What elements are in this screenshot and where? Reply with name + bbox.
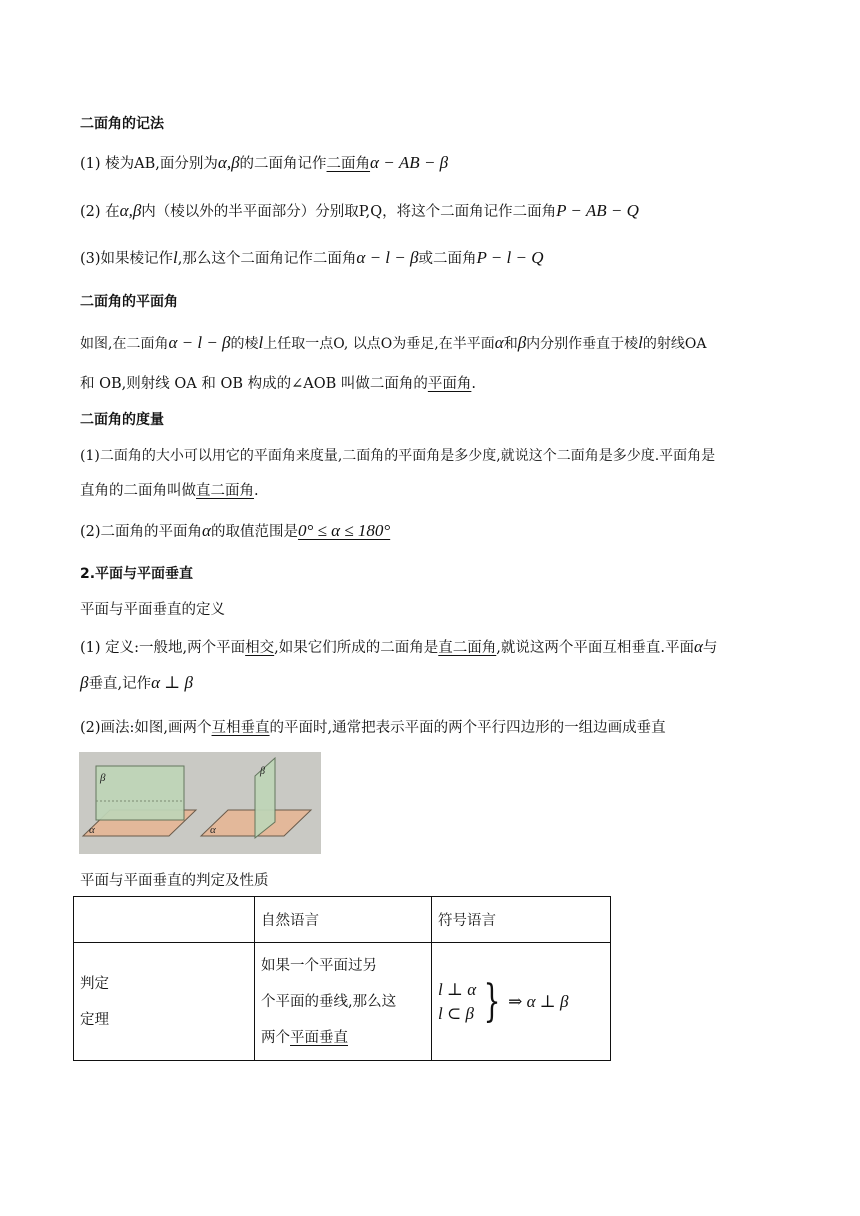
- underlined-term: 二面角: [326, 156, 371, 172]
- heading-perpendicular: 2.平面与平面垂直: [80, 566, 194, 582]
- symbol-top: l ⊥ α: [438, 979, 477, 999]
- text: 直角的二面角叫做: [80, 483, 196, 499]
- label-beta-left: β: [100, 772, 106, 784]
- angle-range: 0° ≤ α ≤ 180°: [297, 521, 391, 540]
- text: 的平面时,通常把表示平面的两个平行四边形的一组边画成垂直: [269, 720, 666, 736]
- subheading-definition: 平面与平面垂直的定义: [80, 602, 225, 618]
- math: α − l − β: [356, 248, 419, 267]
- text: 或二面角: [418, 251, 477, 267]
- notation-item-2: [80, 201, 639, 222]
- math: l: [173, 248, 178, 267]
- header-cell-empty: [74, 897, 255, 943]
- label-alpha-left: α: [89, 824, 95, 836]
- underlined-term: 平面角: [427, 376, 472, 392]
- natural-line: 个平面的垂线,那么这: [261, 993, 397, 1010]
- math: α: [202, 521, 211, 540]
- row-label-line: 定理: [80, 1011, 109, 1028]
- math: β: [80, 673, 89, 692]
- heading-measure: 二面角的度量: [80, 412, 164, 428]
- text: (3)如果棱记作: [80, 251, 174, 267]
- perpendicular-table: [73, 896, 611, 1061]
- symbol-bottom: l ⊂ β: [438, 1003, 474, 1023]
- drawing-method-line: [80, 718, 666, 738]
- math: β: [517, 333, 527, 352]
- text: .: [254, 483, 259, 499]
- text: 的射线OA: [642, 336, 707, 352]
- text: 与: [702, 640, 718, 656]
- text: 如图,在二面角: [80, 336, 169, 352]
- text: 和: [503, 336, 518, 352]
- text: (2)二面角的平面角: [80, 524, 203, 540]
- symbol-expression: [438, 975, 610, 1027]
- text: 的取值范围是: [210, 524, 298, 540]
- definition-line-2: [80, 673, 193, 694]
- math: α − l − β: [168, 333, 231, 352]
- natural-line: [261, 1020, 431, 1056]
- underlined-term: 直二面角: [196, 483, 254, 499]
- underlined-term: 直二面角: [438, 640, 497, 656]
- heading-plane-angle: 二面角的平面角: [80, 294, 178, 310]
- text: ,就说这两个平面互相垂直.平面: [496, 640, 694, 656]
- underlined-term: 平面垂直: [290, 1029, 348, 1046]
- math: P − AB − Q: [556, 201, 639, 220]
- plane-angle-line-1: [80, 333, 706, 354]
- notation-item-3: [80, 248, 543, 269]
- text: .: [471, 376, 476, 392]
- text: 垂直,记作: [88, 676, 152, 692]
- header-cell-natural: 自然语言: [255, 897, 432, 943]
- math: l: [258, 333, 264, 352]
- text: (2)画法:如图,画两个: [80, 720, 212, 736]
- heading-notation: 二面角的记法: [80, 116, 164, 132]
- math: α ⊥ β: [151, 673, 193, 692]
- table-caption: 平面与平面垂直的判定及性质: [80, 873, 269, 889]
- brace-stack: [438, 978, 476, 1026]
- perpendicular-planes-figure: [79, 752, 321, 854]
- label-beta-right: β: [260, 766, 265, 777]
- math: α,β: [217, 153, 240, 172]
- measure-line-2: [80, 481, 259, 501]
- math: α,β: [119, 201, 142, 220]
- symbol-language-cell: [432, 943, 611, 1061]
- right-brace-icon: }: [483, 975, 501, 1027]
- row-label-cell: [74, 943, 255, 1061]
- text: 的棱: [230, 336, 259, 352]
- text: 两个: [261, 1029, 290, 1046]
- measure-line-1: (1)二面角的大小可以用它的平面角来度量,二面角的平面角是多少度,就说这个二面角是多少度.平面角是: [80, 448, 716, 464]
- table-header-row: [74, 897, 611, 943]
- text: 和 OB,则射线 OA 和 OB 构成的∠AOB 叫做二面角的: [80, 376, 428, 392]
- natural-language-cell: [255, 943, 432, 1061]
- plane-beta-left: [96, 766, 184, 820]
- text: (2) 在: [80, 204, 120, 220]
- header-cell-symbol: 符号语言: [432, 897, 611, 943]
- text: 内（棱以外的半平面部分）分别取P,Q，将这个二面角记作二面角: [141, 204, 557, 220]
- text: 内分别作垂直于棱: [526, 336, 639, 352]
- measure-line-3: [80, 521, 390, 542]
- underlined-term: 相交: [245, 640, 275, 656]
- text: ,那么这个二面角记作二面角: [177, 251, 357, 267]
- table-row: [74, 943, 611, 1061]
- math: α: [494, 333, 504, 352]
- text: 的二面角记作: [239, 156, 327, 172]
- plane-angle-line-2: [80, 374, 476, 394]
- math: α: [693, 637, 703, 656]
- text: (1) 棱为AB,面分别为: [80, 156, 218, 172]
- notation-item-1: [80, 153, 448, 174]
- text: ,如果它们所成的二面角是: [274, 640, 439, 656]
- label-alpha-right: α: [210, 824, 216, 836]
- symbol-result: ⇒ α ⊥ β: [508, 991, 569, 1011]
- underlined-term: 互相垂直: [211, 720, 270, 736]
- natural-line: 如果一个平面过另: [261, 957, 377, 974]
- math: α − AB − β: [370, 153, 449, 172]
- math: l: [638, 333, 643, 352]
- definition-line-1: [80, 637, 717, 658]
- row-label-line: 判定: [80, 975, 109, 992]
- text: (1) 定义:一般地,两个平面: [80, 640, 246, 656]
- math: P − l − Q: [476, 248, 544, 267]
- text: 上任取一点O, 以点O为垂足,在半平面: [263, 336, 495, 352]
